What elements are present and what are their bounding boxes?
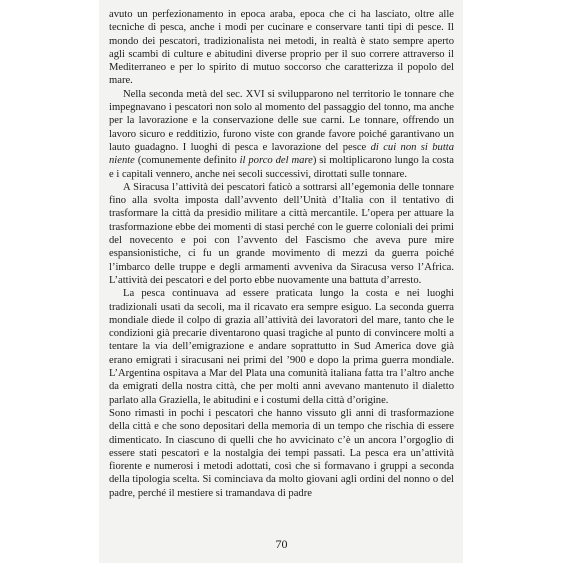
paragraph-4: La pesca continuava ad essere praticata lungo la costa e nei luoghi tradizionali usati da secoli, ma il ricavato era sempre esiguo. La seconda guerra mondiale diede il colpo di grazia all’attività dei lavoratori del mare, tanto che le condizioni già precarie diventarono quasi tragiche al punto di convincere molti a tentare la via dell’emigrazione e andare soprattutto in Sud America dove già erano emigrati i siracusani nei primi del ’900 e dopo la prima guerra mondiale. L’Argentina ospitava a Mar del Plata una comunità italiana fatta tra l’altro anche da emigrati della nostra città, che per molti anni avevano mantenuto il dialetto parlato alla Graziella, le abitudini e i costumi della città d’origine. [109,288,454,406]
paragraph-3: A Siracusa l’attività dei pescatori faticò a sottrarsi all’egemonia delle tonnare fino alla svolta imposta dall’avvento dell’Unità d’Italia con il tentativo di trasformare la città da presidio militare a città mercantile. L’opera per attuare la trasformazione ebbe dei momenti di stasi perché con le guerre coloniali dei primi del novecento e poi con l’avvento del Fascismo che aveva pure mire espansionistiche, ci fu un grande movimento di mezzi da guerra poiché l’imbarco delle truppe e degli armamenti avveniva da Siracusa verso l’Africa. L’attività dei pescatori e del porto ebbe nuovamente una battuta d’arresto. [109,181,454,286]
paragraph-5: Sono rimasti in pochi i pescatori che hanno vissuto gli anni di trasformazione della città e che sono depositari della memoria di un tempo che rischia di essere dimenticato. In ciascuno di quelli che ho avvicinato c’è un ancora l’orgoglio di essere stati pescatori e la nostalgia dei tempi passati. La pesca era un’attività fiorente e numerosi i metodi adottati, così che si formavano i gruppi a seconda della tipologia scelta. Si cominciava da molto giovani agli ordini del nonno o del padre, perché il mestiere si tramandava di padre [109,407,454,499]
paragraph-2-italic-1: di cui non si butta niente [109,141,454,167]
paragraph-2 [109,88,454,181]
page-number: 70 [275,537,288,551]
paragraph-2-italic-2: il porco del mare [239,155,313,167]
paragraph-1: avuto un perfezionamento in epoca araba, epoca che ci ha lasciato, oltre alle tecniche di pesca, anche i modi per cucinare e conservare tanti tipi di pesce. Il mondo dei pescatori, tradizionalista nei metodi, in realtà è stato sempre aperto agli scambi di culture e abitudini diverse proprio per il suo correre attraverso il Mediterraneo e per lo spirito di mutuo soccorso che caratterizza il popolo del mare. [109,9,454,87]
paragraph-2-text-3: ) si moltiplicarono lungo la costa e i capitali vennero, anche nei secoli successivi, dirottati sulle tonnare. [109,155,454,180]
paragraph-2-text-2: (comunemente definito [137,155,237,167]
body-text [109,8,454,500]
paragraph-2-text: Nella seconda metà del sec. XVI si svilupparono nel territorio le tonnare che impegnavano i pescatori non solo al momento del passaggio del tonno, ma anche per la lavorazione e la conservazione delle sue carni. Le tonnare, offrendo un lavoro sicuro e redditizio, furono viste con grande favore poiché garantivano un lauto guadagno. I luoghi di pesca e lavorazione del pesce [109,88,454,153]
